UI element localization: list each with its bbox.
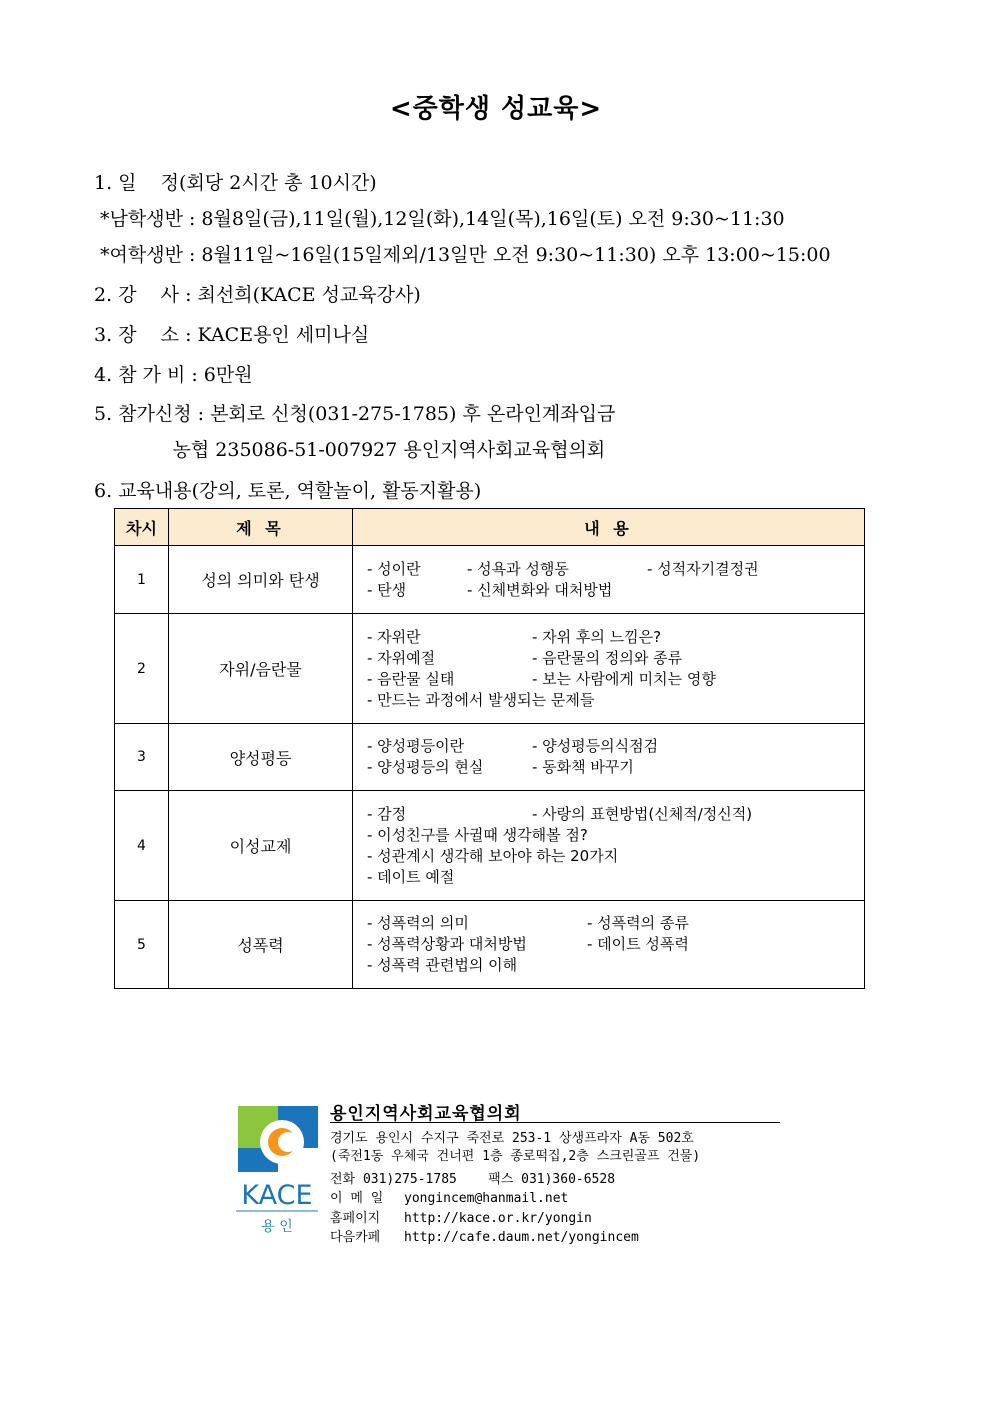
cafe-link[interactable]: http://cafe.daum.net/yongincem (404, 1230, 639, 1245)
content-item: - 데이트 예절 (367, 867, 455, 886)
schedule-line: 1. 일 정(회당 2시간 총 10시간) (94, 172, 377, 194)
content-line (367, 757, 864, 778)
logo-inner-cut (278, 1132, 298, 1152)
apply-line: 5. 참가신청 : 본회로 신청(031-275-1785) 후 온라인계좌입금 (94, 403, 616, 425)
content-line (367, 580, 864, 601)
page-title: <중학생 성교육> (389, 94, 603, 124)
content-line (367, 913, 864, 934)
header-session: 차시 (115, 509, 169, 546)
logo-text: KACE (241, 1180, 313, 1211)
email-label: 이 메 일 (330, 1191, 384, 1206)
curriculum-table (114, 508, 865, 989)
session-content (353, 901, 865, 989)
divider (330, 1122, 780, 1123)
content-line (367, 736, 864, 757)
session-number: 1 (115, 546, 169, 614)
fee-line: 4. 참 가 비 : 6만원 (94, 364, 253, 386)
header-topic: 제 목 (169, 509, 353, 546)
content-line (367, 867, 864, 888)
content-item: - 양성평등의식점검 (532, 737, 659, 755)
content-item: - 동화책 바꾸기 (532, 758, 634, 776)
cafe-row (330, 1226, 639, 1245)
content-item: - 성폭력의 의미 (367, 914, 469, 932)
content-item: - 사랑의 표현방법(신체적/정신적) (532, 804, 753, 823)
content-line (367, 669, 864, 690)
session-number: 3 (115, 724, 169, 791)
kace-logo-icon (232, 1100, 322, 1240)
content-line (367, 690, 864, 711)
session-topic: 성폭력 (169, 901, 353, 989)
table-row (115, 614, 865, 724)
account-line: 농협 235086-51-007927 용인지역사회교육협의회 (94, 439, 606, 461)
content-item: - 신체변화와 대처방법 (467, 580, 613, 599)
content-item: - 성욕과 성행동 (467, 559, 569, 578)
content-item: - 성관계시 생각해 보아야 하는 20가지 (367, 846, 619, 865)
session-topic: 이성교제 (169, 791, 353, 901)
session-content (353, 546, 865, 614)
table-row (115, 901, 865, 989)
content-item: - 음란물의 정의와 종류 (532, 648, 683, 667)
logo-subtext: 용 인 (261, 1219, 293, 1235)
content-item: - 음란물 실태 (367, 669, 455, 688)
content-item: - 성폭력 관련법의 이해 (367, 956, 518, 974)
content-item: - 자위 후의 느낌은? (532, 627, 662, 646)
content-item: - 보는 사람에게 미치는 영향 (532, 669, 716, 688)
table-row (115, 724, 865, 791)
homepage-link[interactable]: http://kace.or.kr/yongin (404, 1211, 592, 1226)
content-line (367, 559, 864, 580)
kace-logo (232, 1100, 322, 1240)
content-item: - 탄생 (367, 580, 407, 599)
content-item: - 성폭력상황과 대처방법 (367, 935, 527, 953)
content-item: - 감정 (367, 804, 407, 823)
email-link[interactable]: yongincem@hanmail.net (404, 1191, 569, 1206)
content-line (367, 804, 864, 825)
session-number: 2 (115, 614, 169, 724)
session-topic: 양성평등 (169, 724, 353, 791)
venue-line: 3. 장 소 : KACE용인 세미나실 (94, 324, 370, 346)
content-item: - 데이트 성폭력 (587, 935, 689, 953)
content-item: - 성적자기결정권 (647, 559, 759, 578)
session-topic: 성의 의미와 탄생 (169, 546, 353, 614)
boys-class-line: *남학생반 : 8월8일(금),11일(월),12일(화),14일(목),16일(토) 오전 9:30~11:30 (94, 208, 785, 230)
content-item: - 양성평등이란 (367, 737, 465, 755)
table-row (115, 546, 865, 614)
content-item: - 양성평등의 현실 (367, 758, 484, 776)
content-line (367, 648, 864, 669)
homepage-label: 홈페이지 (330, 1211, 381, 1226)
content-heading: 6. 교육내용(강의, 토론, 역할놀이, 활동지활용) (94, 480, 482, 502)
content-line (367, 825, 864, 846)
header-content: 내 용 (353, 509, 865, 546)
table-row (115, 791, 865, 901)
organization-name: 용인지역사회교육협의회 (330, 1104, 522, 1124)
session-content (353, 724, 865, 791)
content-line (367, 934, 864, 955)
homepage-row (330, 1207, 592, 1226)
email-row (330, 1187, 568, 1206)
session-topic: 자위/음란물 (169, 614, 353, 724)
address-line-1: 경기도 용인시 수지구 죽전로 253-1 상생프라자 A동 502호 (330, 1131, 694, 1146)
phone-fax-line: 전화 031)275-1785 팩스 031)360-6528 (330, 1172, 616, 1187)
session-content (353, 791, 865, 901)
instructor-line: 2. 강 사 : 최선희(KACE 성교육강사) (94, 284, 421, 306)
content-line (367, 955, 864, 976)
content-item: - 이성친구를 사귈때 생각해볼 점? (367, 825, 588, 844)
content-item: - 만드는 과정에서 발생되는 문제들 (367, 690, 595, 709)
content-line (367, 846, 864, 867)
session-number: 4 (115, 791, 169, 901)
content-item: - 성이란 (367, 559, 421, 578)
session-number: 5 (115, 901, 169, 989)
content-item: - 자위란 (367, 627, 421, 646)
girls-class-line: *여학생반 : 8월11일~16일(15일제외/13일만 오전 9:30~11:30) 오후 13:00~15:00 (94, 244, 831, 266)
content-item: - 자위예절 (367, 648, 436, 667)
cafe-label: 다음카페 (330, 1230, 381, 1245)
table-header-row (115, 509, 865, 546)
content-line (367, 627, 864, 648)
content-item: - 성폭력의 종류 (587, 914, 689, 932)
session-content (353, 614, 865, 724)
address-line-2: (죽전1동 우체국 건너편 1층 종로떡집,2층 스크린골프 건물) (330, 1149, 701, 1164)
